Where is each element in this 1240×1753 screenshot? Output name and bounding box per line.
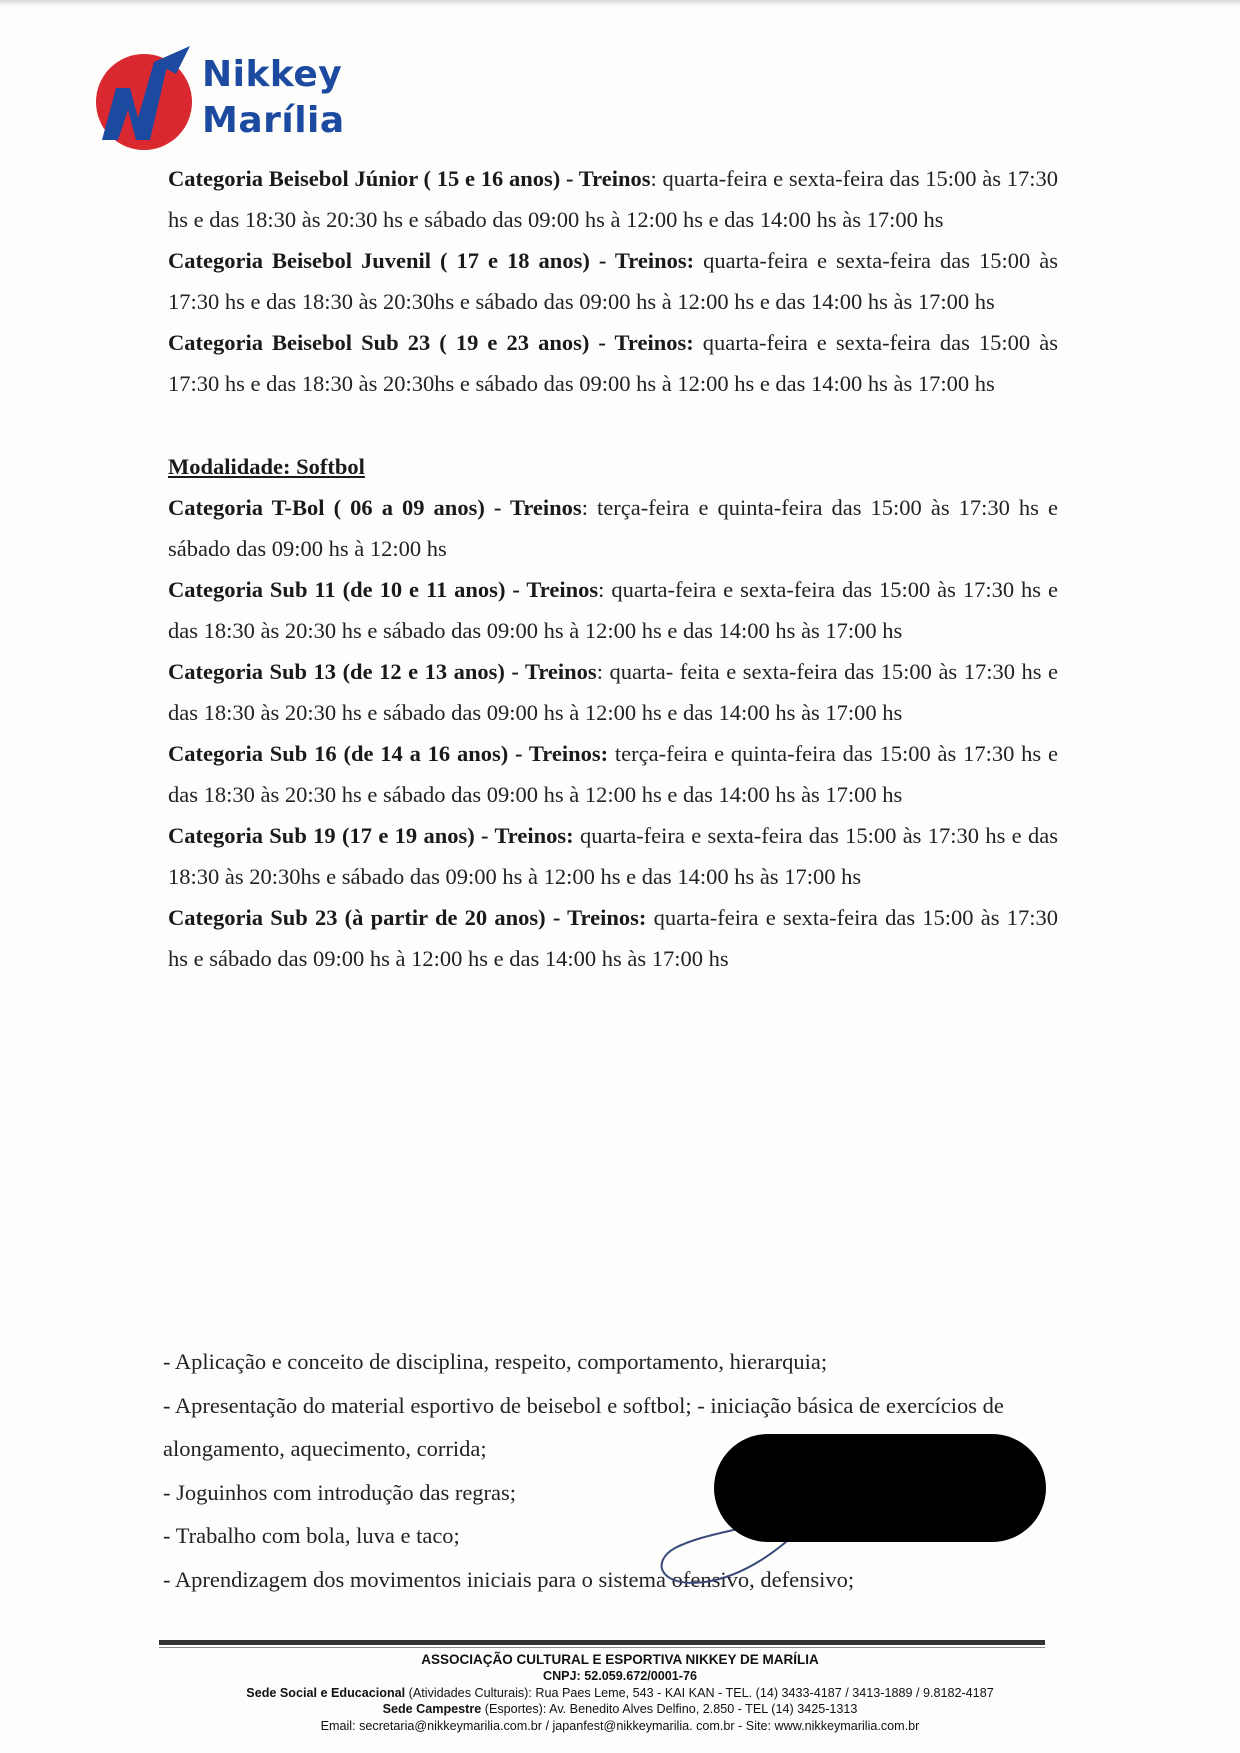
softball-section-title: Modalidade: Softbol [168, 454, 365, 479]
softball-category-entry [168, 733, 1058, 815]
category-schedule: : terça-feira e quinta-feira das 15:00 às 17:30 hs e sábado das 09:00 hs à 12:00 hs [168, 495, 1058, 561]
softball-category-entry [168, 651, 1058, 733]
category-schedule: quarta-feira e sexta-feira das 15:00 às 17:30 hs e sábado das 09:00 hs à 12:00 hs e das 14:00 hs às 17:00 hs [168, 905, 1059, 971]
logo-line-1: Nikkey [202, 54, 343, 95]
category-schedule: quarta-feira e sexta-feira das 15:00 às 17:30 hs e das 18:30 às 20:30hs e sábado das 09:00 hs à 12:00 hs e das 14:00 hs às 17:00 hs [168, 330, 1058, 396]
list-item: - Apresentação do material esportivo de beisebol e softbol; - iniciação básica de exercícios de alongamento, aquecimento, corrida; [163, 1392, 1004, 1461]
baseball-category-entry [168, 322, 1058, 404]
scan-edge [0, 0, 1240, 6]
footer-social-details: (Atividades Culturais): Rua Paes Leme, 543 - KAI KAN - TEL. (14) 3433-4187 / 3413-1889 / 9.8182-4187 [405, 1685, 994, 1700]
category-heading: Categoria Sub 23 (à partir de 20 anos) - Treinos: [168, 905, 647, 930]
footer-org-name: ASSOCIAÇÃO CULTURAL E ESPORTIVA NIKKEY DE MARÍLIA [421, 1652, 819, 1667]
list-item: - Joguinhos com introdução das regras; [163, 1479, 517, 1505]
footer-campestre-label: Sede Campestre [382, 1702, 482, 1717]
baseball-category-entry [168, 240, 1058, 322]
category-schedule: terça-feira e quinta-feira das 15:00 às 17:30 hs e das 18:30 às 20:30 hs e sábado das 09:00 hs à 12:00 hs e das 14:00 hs às 17:00 hs [168, 741, 1058, 807]
footer-campestre-address [120, 1701, 1120, 1717]
nikkey-marilia-logo [92, 44, 352, 154]
baseball-category-entry [168, 158, 1058, 240]
footer-divider [159, 1640, 1045, 1645]
softball-category-entry [168, 487, 1058, 569]
category-schedule: : quarta-feira e sexta-feira das 15:00 às 17:30 hs e das 18:30 às 20:30 hs e sábado das 09:00 hs à 12:00 hs e das 14:00 hs às 17:00 hs [168, 166, 1058, 232]
footer-contact: Email: secretaria@nikkeymarilia.com.br / japanfest@nikkeymarilia. com.br - Site: www.nikkeymarilia.com.br [320, 1718, 920, 1733]
category-schedule: : quarta- feita e sexta-feira das 15:00 às 17:30 hs e das 18:30 às 20:30 hs e sábado das 09:00 hs à 12:00 hs e das 14:00 hs às 17:00 hs [168, 659, 1058, 725]
category-schedule: quarta-feira e sexta-feira das 15:00 às 17:30 hs e das 18:30 às 20:30hs e sábado das 09:00 hs à 12:00 hs e das 14:00 hs às 17:00 hs [168, 823, 1058, 889]
logo-line-2: Marília [202, 100, 345, 141]
category-heading: Categoria Sub 19 (17 e 19 anos) - Treinos: [168, 823, 574, 848]
softball-category-entry [168, 815, 1058, 897]
category-heading: Categoria Sub 16 (de 14 a 16 anos) - Treinos: [168, 741, 609, 766]
list-item: - Trabalho com bola, luva e taco; [163, 1523, 460, 1548]
category-schedule: : quarta-feira e sexta-feira das 15:00 às 17:30 hs e das 18:30 às 20:30 hs e sábado das 09:00 hs à 12:00 hs e das 14:00 hs às 17:00 hs [168, 577, 1059, 643]
logo-wordmark [202, 52, 345, 144]
list-item: - Aprendizagem dos movimentos iniciais para o sistema ofensivo, defensivo; [163, 1566, 855, 1592]
category-schedule: quarta-feira e sexta-feira das 15:00 às 17:30 hs e das 18:30 às 20:30hs e sábado das 09:00 hs à 12:00 hs e das 14:00 hs às 17:00 hs [168, 248, 1058, 314]
category-heading: Categoria Sub 11 (de 10 e 11 anos) - Treinos [168, 577, 599, 602]
footer-campestre-details: (Esportes): Av. Benedito Alves Delfino, 2.850 - TEL (14) 3425-1313 [481, 1702, 858, 1717]
category-heading: Categoria Beisebol Sub 23 ( 19 e 23 anos) - Treinos: [168, 330, 694, 355]
footer [120, 1652, 1120, 1734]
list-item: - Aplicação e conceito de disciplina, respeito, comportamento, hierarquia; [163, 1349, 828, 1374]
softball-category-entry [168, 569, 1058, 651]
softball-category-entry [168, 897, 1058, 979]
schedule-content [168, 158, 1058, 979]
category-heading: Categoria Beisebol Júnior ( 15 e 16 anos) - Treinos [168, 166, 651, 191]
footer-divider-thin [159, 1647, 1045, 1648]
category-heading: Categoria Beisebol Juvenil ( 17 e 18 anos) - Treinos: [168, 248, 695, 273]
redacted-signature [714, 1434, 1046, 1542]
footer-social-label: Sede Social e Educacional [246, 1685, 406, 1700]
category-heading: Categoria T-Bol ( 06 a 09 anos) - Treinos [168, 495, 582, 520]
footer-social-address [120, 1685, 1120, 1701]
footer-cnpj: CNPJ: 52.059.672/0001-76 [542, 1669, 698, 1684]
category-heading: Categoria Sub 13 (de 12 e 13 anos) - Treinos [168, 659, 597, 684]
nikkey-logo-icon [92, 44, 200, 154]
